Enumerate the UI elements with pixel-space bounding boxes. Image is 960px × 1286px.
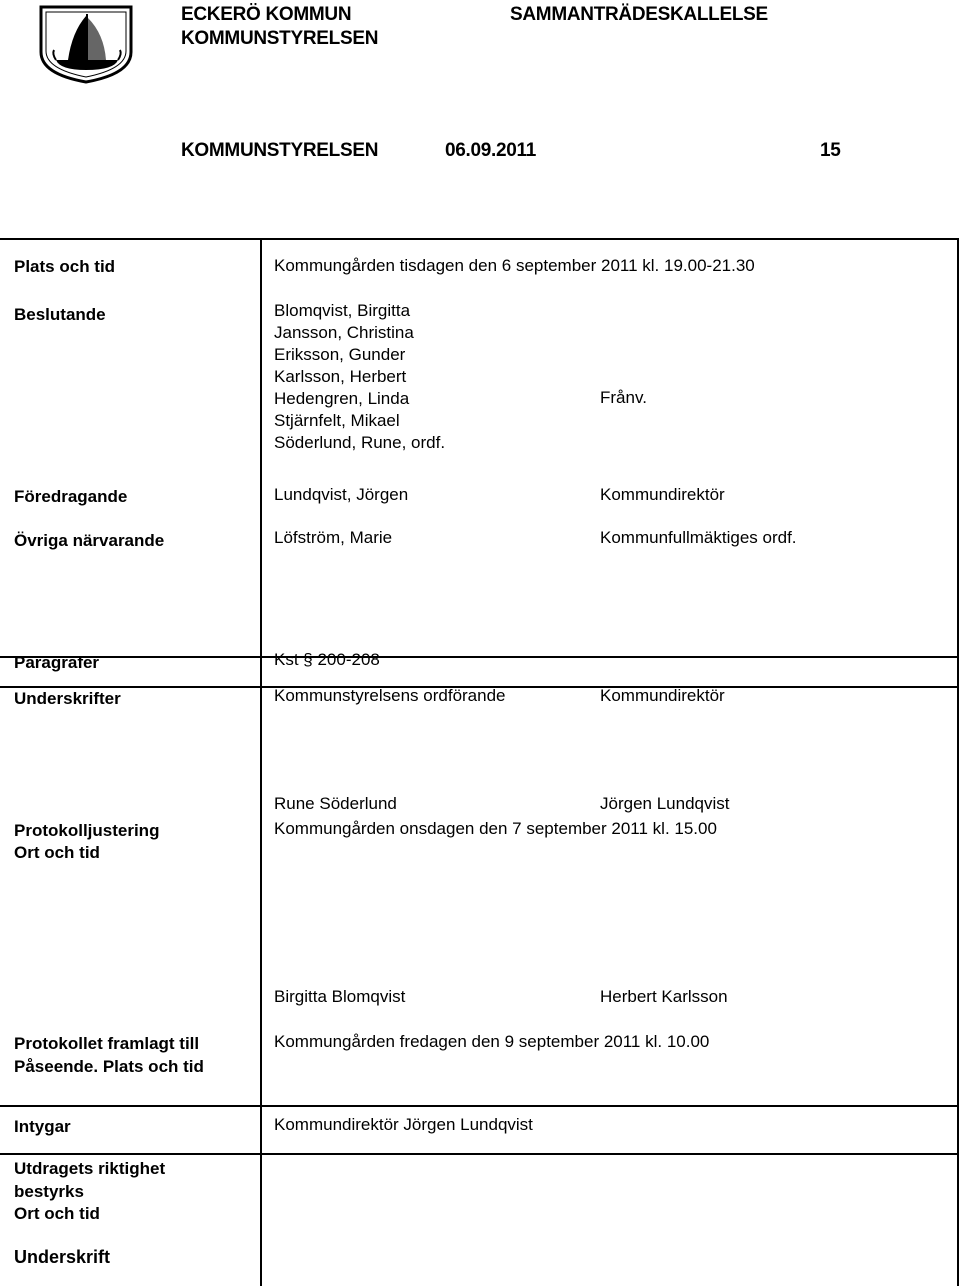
protokolljustering-sublabel: Ort och tid [14,843,100,862]
framlagt-sublabel: Påseende. Plats och tid [14,1057,204,1076]
left-column-divider [260,238,262,1286]
ovriga-name: Löfström, Marie [274,528,393,547]
beslutande-label: Beslutande [14,305,106,324]
document-type: SAMMANTRÄDESKALLELSE [510,4,768,25]
underskrifter-label: Underskrifter [14,689,121,708]
governing-body-name: KOMMUNSTYRELSEN [181,28,379,49]
paragrafer-value: Kst § 200-208 [274,650,380,669]
protokolljustering-label: Protokolljustering [14,821,160,840]
utdrag-rule [0,1153,959,1155]
plats-label: Plats och tid [14,257,116,276]
utdrag-label: Utdragets riktighet [14,1159,166,1178]
table-top-rule [0,238,959,240]
right-border [957,238,959,1286]
ovriga-role: Kommunfullmäktiges ordf. [600,528,797,547]
intygar-label: Intygar [14,1117,71,1136]
utdrag-label-3: Ort och tid [14,1204,100,1223]
underskrift-label: Underskrift [14,1247,111,1267]
committee-name: KOMMUNSTYRELSEN [181,140,379,161]
framlagt-label: Protokollet framlagt till [14,1034,200,1053]
paragrafer-label: Paragrafer [14,653,100,672]
adjuster-left-name: Birgitta Blomqvist [274,987,406,1006]
municipal-coat-of-arms [38,4,134,84]
director-signature-name: Jörgen Lundqvist [600,794,730,813]
plats-value: Kommungården tisdagen den 6 september 2011 kl. 19.00-21.30 [274,256,755,275]
foredragande-role: Kommundirektör [600,485,725,504]
foredragande-label: Föredragande [14,487,128,506]
paragraph-rule [0,656,959,658]
chair-title: Kommunstyrelsens ordförande [274,686,506,705]
absence-note: Frånv. [600,388,647,407]
intygar-rule [0,1105,959,1107]
chair-signature-name: Rune Söderlund [274,794,397,813]
municipality-name: ECKERÖ KOMMUN [181,4,352,25]
intygar-value: Kommundirektör Jörgen Lundqvist [274,1115,533,1134]
foredragande-name: Lundqvist, Jörgen [274,485,409,504]
meeting-date: 06.09.2011 [445,140,537,161]
page-number: 15 [820,140,841,161]
adjuster-right-name: Herbert Karlsson [600,987,728,1006]
ovriga-label: Övriga närvarande [14,531,165,550]
director-title: Kommundirektör [600,686,725,705]
framlagt-value: Kommungården fredagen den 9 september 2011 kl. 10.00 [274,1032,710,1051]
beslutande-names: Blomqvist, Birgitta Jansson, Christina Eriksson, Gunder Karlsson, Herbert Hedengren, Linda Stjärnfelt, Mikael Söderlund, Rune, ordf. [274,301,446,452]
protokolljustering-value: Kommungården onsdagen den 7 september 2011 kl. 15.00 [274,819,717,838]
utdrag-label-2: bestyrks [14,1182,84,1201]
